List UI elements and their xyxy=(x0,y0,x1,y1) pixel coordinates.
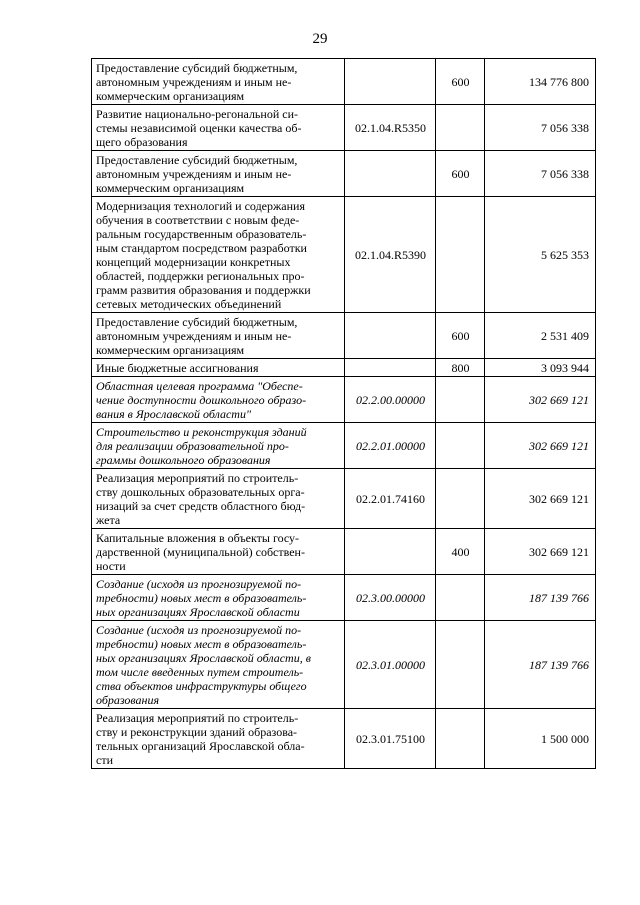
row-name: Развитие национально-регональной си- стемы независимой оценки качества об- щего образования xyxy=(96,107,302,149)
table-row xyxy=(92,377,596,423)
row-amount: 2 531 409 xyxy=(485,313,596,359)
row-code: 02.1.04.R5350 xyxy=(345,105,436,151)
table-row xyxy=(92,151,596,197)
row-amount: 187 139 766 xyxy=(485,621,596,709)
row-name-cell xyxy=(92,197,345,313)
row-name-cell xyxy=(92,529,345,575)
table-body xyxy=(92,59,596,769)
row-code: 02.3.01.75100 xyxy=(345,709,436,769)
row-name-cell xyxy=(92,105,345,151)
row-amount: 302 669 121 xyxy=(485,423,596,469)
row-name: Создание (исходя из прогнозируемой по- требности) новых мест в образователь- ных организациях Ярославской области, в том числе введенных путем строитель- ства объектов инфраструктуры общего образования xyxy=(96,623,311,707)
row-name-cell xyxy=(92,621,345,709)
row-expense-type: 600 xyxy=(436,313,485,359)
row-name-cell xyxy=(92,709,345,769)
row-code xyxy=(345,359,436,377)
row-name: Создание (исходя из прогнозируемой по- требности) новых мест в образователь- ных организациях Ярославской области xyxy=(96,577,307,619)
table-row xyxy=(92,529,596,575)
table-row xyxy=(92,423,596,469)
row-name: Реализация мероприятий по строитель- ству и реконструкции зданий образова- тельных организаций Ярославской обла- сти xyxy=(96,711,305,767)
row-expense-type: 600 xyxy=(436,151,485,197)
row-name: Предоставление субсидий бюджетным, автономным учреждениям и иным не- коммерческим организациям xyxy=(96,153,298,195)
row-expense-type: 600 xyxy=(436,59,485,105)
row-name-cell xyxy=(92,423,345,469)
row-name: Строительство и реконструкция зданий для реализации образовательной про- граммы дошкольного образования xyxy=(96,425,307,467)
row-amount: 302 669 121 xyxy=(485,377,596,423)
row-name: Капитальные вложения в объекты госу- дарственной (муниципальной) собствен- ности xyxy=(96,531,305,573)
row-name-cell xyxy=(92,59,345,105)
row-expense-type xyxy=(436,105,485,151)
row-expense-type xyxy=(436,423,485,469)
row-expense-type: 400 xyxy=(436,529,485,575)
row-expense-type xyxy=(436,575,485,621)
row-code: 02.2.01.74160 xyxy=(345,469,436,529)
row-name: Реализация мероприятий по строитель- ству дошкольных образовательных орга- низаций за счет средств областного бюд- жета xyxy=(96,471,306,527)
row-code: 02.1.04.R5390 xyxy=(345,197,436,313)
row-code xyxy=(345,313,436,359)
row-amount: 7 056 338 xyxy=(485,105,596,151)
table-row xyxy=(92,105,596,151)
row-name: Предоставление субсидий бюджетным, автономным учреждениям и иным не- коммерческим организациям xyxy=(96,315,298,357)
row-expense-type xyxy=(436,709,485,769)
row-code: 02.3.00.00000 xyxy=(345,575,436,621)
row-amount: 3 093 944 xyxy=(485,359,596,377)
table-row xyxy=(92,197,596,313)
row-code: 02.2.00.00000 xyxy=(345,377,436,423)
table-row xyxy=(92,313,596,359)
row-code: 02.2.01.00000 xyxy=(345,423,436,469)
page-number: 29 xyxy=(312,31,328,47)
row-expense-type xyxy=(436,469,485,529)
row-amount: 302 669 121 xyxy=(485,529,596,575)
row-name-cell xyxy=(92,575,345,621)
row-amount: 187 139 766 xyxy=(485,575,596,621)
row-name: Областная целевая программа "Обеспе- чение доступности дошкольного образо- вания в Ярославской области" xyxy=(96,379,307,421)
row-name: Предоставление субсидий бюджетным, автономным учреждениям и иным не- коммерческим организациям xyxy=(96,61,298,103)
table-row xyxy=(92,59,596,105)
row-expense-type xyxy=(436,621,485,709)
row-amount: 7 056 338 xyxy=(485,151,596,197)
row-name-cell xyxy=(92,313,345,359)
table-row xyxy=(92,709,596,769)
row-amount: 302 669 121 xyxy=(485,469,596,529)
row-name-cell xyxy=(92,151,345,197)
row-amount: 5 625 353 xyxy=(485,197,596,313)
row-name: Иные бюджетные ассигнования xyxy=(96,361,259,375)
table-row xyxy=(92,469,596,529)
row-amount: 1 500 000 xyxy=(485,709,596,769)
table-row xyxy=(92,359,596,377)
table-row xyxy=(92,575,596,621)
row-name-cell xyxy=(92,469,345,529)
row-code xyxy=(345,151,436,197)
row-name-cell xyxy=(92,359,345,377)
table-row xyxy=(92,621,596,709)
row-amount: 134 776 800 xyxy=(485,59,596,105)
row-expense-type xyxy=(436,197,485,313)
row-code xyxy=(345,59,436,105)
row-name: Модернизация технологий и содержания обучения в соответствии с новым феде- ральным государственным образователь- ным стандартом посредством разработки концепций модернизации конкретных областей, поддержки региональных про- грамм развития образования и поддержки сетевых методических объединений xyxy=(96,199,311,311)
row-code: 02.3.01.00000 xyxy=(345,621,436,709)
row-expense-type xyxy=(436,377,485,423)
budget-table xyxy=(91,58,596,769)
row-code xyxy=(345,529,436,575)
row-expense-type: 800 xyxy=(436,359,485,377)
row-name-cell xyxy=(92,377,345,423)
